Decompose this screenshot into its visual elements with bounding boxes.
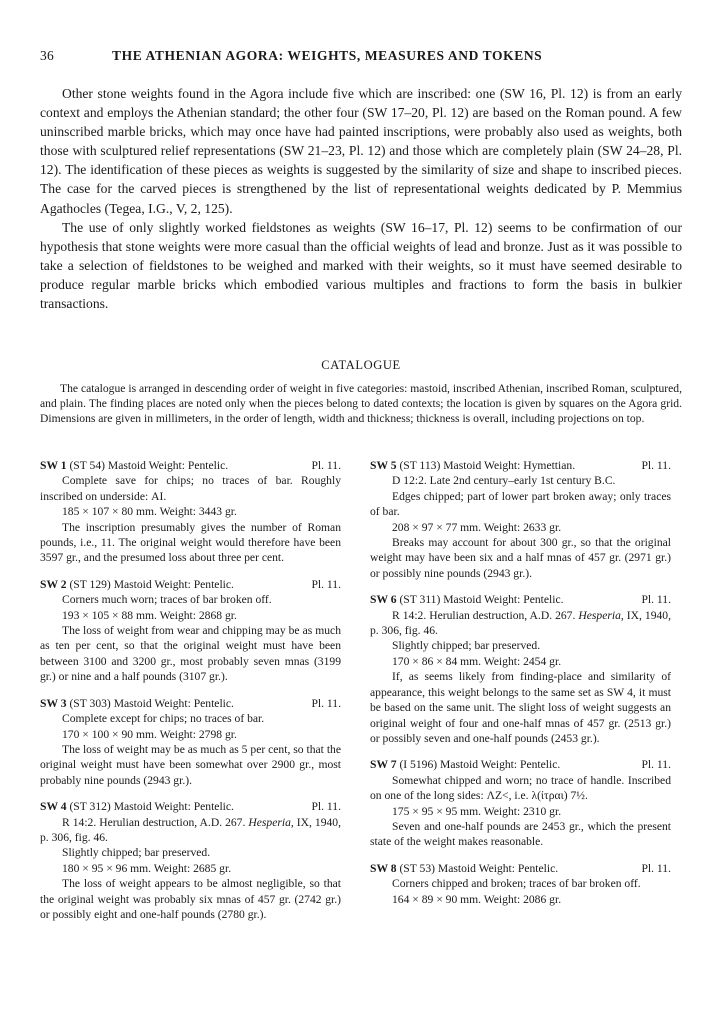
entry-plate: Pl. 11. [311,696,341,710]
entry-description: Mastoid Weight: Pentelic. [443,593,564,607]
entry-heading [40,458,341,473]
entry-dimensions: 208 × 97 × 77 mm. Weight: 2633 gr. [392,520,562,534]
catalogue-entry [370,592,671,746]
entry-dimensions: 164 × 89 × 90 mm. Weight: 2086 gr. [392,892,562,906]
running-title: THE ATHENIAN AGORA: WEIGHTS, MEASURES AND TOKENS [112,48,543,63]
catalogue-intro [40,381,682,426]
entry-inventory: (ST 312) [69,800,111,814]
entry-note: The inscription presumably gives the number of Roman pounds, i.e., 11. The original weight would therefore have been 3597 gr., and the presumed loss about three per cent. [40,520,341,565]
entry-description: Mastoid Weight: Pentelic. [113,577,234,591]
entry-context [40,815,341,846]
entry-description: Mastoid Weight: Pentelic. [440,758,561,772]
catalogue-column-right [370,458,671,918]
entry-note: Seven and one-half pounds are 2453 gr., which the present state of the weight makes reasonable. [370,819,671,849]
entry-heading [40,696,341,711]
catalogue-entry [370,861,671,907]
entry-plate: Pl. 11. [641,861,671,875]
entry-heading [370,592,671,607]
entry-plate: Pl. 11. [311,800,341,814]
entry-plate: Pl. 11. [311,459,341,472]
entry-number: SW 7 [370,758,397,772]
entry-inventory: (ST 129) [69,577,111,591]
entry-condition: Somewhat chipped and worn; no trace of handle. Inscribed on one of the long sides: ΛΖ<, i.e. λ(ίτραι) 7½. [370,773,671,803]
entry-dimensions: 185 × 107 × 80 mm. Weight: 3443 gr. [62,505,237,519]
entry-note: If, as seems likely from finding-place and similarity of appearance, this weight belongs to the same set as SW 4, it must be based on the same unit. The slight loss of weight suggests an original weight of four and one-half mnas of 457 gr. (2513 gr.) or possibly seven and one-half pounds (2453 gr.). [370,670,671,745]
entry-inventory: (I 5196) [399,758,438,772]
entry-description: Mastoid Weight: Pentelic. [113,696,234,710]
catalogue-column-left [40,458,341,933]
entry-plate: Pl. 11. [641,593,671,607]
entry-dimensions: 170 × 100 × 90 mm. Weight: 2798 gr. [62,727,237,741]
entry-inventory: (ST 53) [399,861,435,875]
catalogue-entry [40,696,341,788]
entry-context [370,608,671,639]
entry-inventory: (ST 303) [69,696,111,710]
entry-journal: Hesperia [248,815,291,829]
entry-reference: , IX, 1940, p. 306, fig. 46. [370,608,671,638]
entry-number: SW 8 [370,861,397,875]
entry-journal: Hesperia [578,608,621,622]
entry-heading [370,757,671,772]
entry-description: Mastoid Weight: Pentelic. [107,459,229,472]
entry-dimensions: 193 × 105 × 88 mm. Weight: 2868 gr. [62,608,237,622]
entry-plate: Pl. 11. [641,459,671,472]
entry-condition: Corners chipped and broken; traces of bar broken off. [392,877,641,891]
entry-plate: Pl. 11. [311,577,341,591]
catalogue-entry [40,577,341,685]
page-number: 36 [40,48,54,63]
entry-condition: Complete except for chips; no traces of bar. [62,712,265,726]
introduction [40,84,682,313]
entry-number: SW 3 [40,696,67,710]
intro-paragraph-1: Other stone weights found in the Agora include five which are inscribed: one (SW 16, Pl. 12) is from an early context and employs the Athenian standard; the other four (SW 17–20, Pl. 12) are based on the Roman pound. A few uninscribed marble bricks, which may once have had painted inscriptions, were probably also used as weights, both those with sculptured relief representations (SW 21–23, Pl. 12) and those which are completely plain (SW 24–28, Pl. 12). The identification of these pieces as weights is suggested by the similarity of size and shape to inscribed pieces. The case for the carved pieces is strengthened by the list of representational weights dedicated by P. Memmius Agathocles (Tegea, I.G., V, 2, 125). [40,86,682,216]
entry-heading [370,458,671,473]
catalogue-entry [370,757,671,849]
entry-dimensions: 175 × 95 × 95 mm. Weight: 2310 gr. [392,804,562,818]
entry-description: Mastoid Weight: Pentelic. [113,800,234,814]
entry-inventory: (ST 311) [399,593,441,607]
entry-note: Breaks may account for about 300 gr., so that the original weight may have been six and a half mnas of 457 gr. (2971 gr.) or possibly nine pounds (2943 gr.). [370,536,671,580]
entry-inventory: (ST 113) [399,459,441,472]
entry-heading [40,577,341,592]
entry-context-text: R 14:2. Herulian destruction, A.D. 267. [62,815,249,829]
entry-number: SW 4 [40,800,67,814]
entry-description: Mastoid Weight: Hymettian. [443,459,576,472]
entry-inventory: (ST 54) [69,459,105,472]
entry-condition: Complete save for chips; no traces of bar. Roughly inscribed on underside: ΑΙ. [40,474,341,503]
entry-condition: Slightly chipped; bar preserved. [62,846,211,860]
entry-condition: Slightly chipped; bar preserved. [392,639,541,653]
entry-note: The loss of weight from wear and chipping may be as much as ten per cent, so that the original weight must have been between 3100 and 3200 gr., most probably seven mnas (3199 gr.) or nine and a half pounds (3107 gr.). [40,624,341,684]
entry-note: The loss of weight may be as much as 5 per cent, so that the original weight must have been somewhat over 2900 gr., most probably nine pounds (2943 gr.). [40,742,341,787]
catalogue-heading: CATALOGUE [321,358,401,372]
catalogue-entry [370,458,671,581]
entry-heading [40,799,341,814]
entry-number: SW 1 [40,459,67,472]
entry-heading [370,861,671,876]
catalogue-intro-text: The catalogue is arranged in descending order of weight in five categories: mastoid, inscribed Athenian, inscribed Roman, sculptured, and plain. The finding places are noted only when the pieces belong to dated contexts; the location is given by squares on the Agora grid. Dimensions are given in millimeters, in the order of length, width and thickness; thickness is overall, including projections on top. [40,382,682,425]
entry-description: Mastoid Weight: Pentelic. [437,861,559,875]
catalogue-entry [40,458,341,566]
entry-dimensions: 180 × 95 × 96 mm. Weight: 2685 gr. [62,861,232,875]
entry-context-text: R 14:2. Herulian destruction, A.D. 267. [392,608,579,622]
entry-condition: Corners much worn; traces of bar broken off. [62,593,272,607]
entry-number: SW 5 [370,459,397,472]
intro-paragraph-2: The use of only slightly worked fieldstones as weights (SW 16–17, Pl. 12) seems to be confirmation of our hypothesis that stone weights were more casual than the official weights of lead and bronze. Just as it was possible to take a selection of fieldstones to be weighed and marked with their weights, so it must have seemed desirable to produce regular marble bricks which embodied various multiples and fractions to form the basis in bulkier transactions. [40,219,682,312]
entry-condition: Edges chipped; part of lower part broken away; only traces of bar. [370,489,671,519]
entry-dimensions: 170 × 86 × 84 mm. Weight: 2454 gr. [392,654,562,668]
entry-condition: D 12:2. Late 2nd century–early 1st century B.C. [392,474,616,488]
entry-number: SW 6 [370,593,397,607]
entry-note: The loss of weight appears to be almost negligible, so that the original weight was probably six mnas of 457 gr. (2742 gr.) or possibly eight and one-half pounds (2780 gr.). [40,877,341,921]
catalogue-entry [40,799,341,922]
entry-reference: , IX, 1940, p. 306, fig. 46. [40,815,341,844]
entry-number: SW 2 [40,577,67,591]
entry-plate: Pl. 11. [641,758,671,772]
